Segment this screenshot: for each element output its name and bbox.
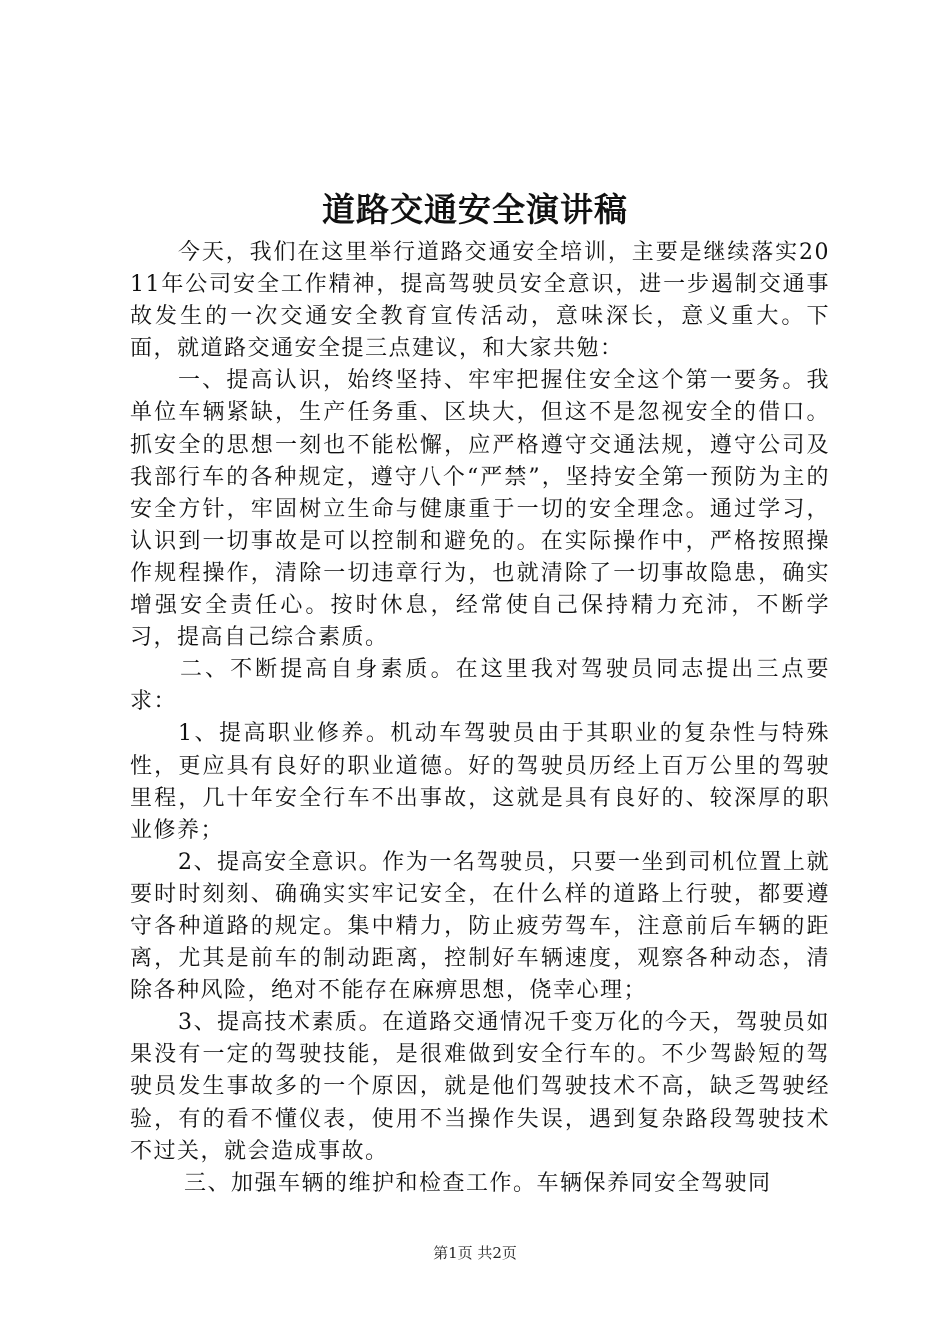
paragraph-point-one: 一、提高认识，始终坚持、牢牢把握住安全这个第一要务。我单位车辆紧缺，生产任务重、区块大，但这不是忽视安全的借口。抓安全的思想一刻也不能松懈，应严格遵守交通法规，遵守公司及我部行车的各种规定，遵守八个“严禁”，坚持安全第一预防为主的安全方针，牢固树立生命与健康重于一切的安全理念。通过学习，认识到一切事故是可以控制和避免的。在实际操作中，严格按照操作规程操作，清除一切违章行为，也就清除了一切事故隐患，确实增强安全责任心。按时休息，经常使自己保持精力充沛，不断学习，提高自己综合素质。: [130, 368, 830, 651]
paragraph-requirement-2: 2、提高安全意识。作为一名驾驶员，只要一坐到司机位置上就要时时刻刻、确确实实牢记安全，在什么样的道路上行驶，都要遵守各种道路的规定。集中精力，防止疲劳驾车，注意前后车辆的距离，尤其是前车的制动距离，控制好车辆速度，观察各种动态，清除各种风险，绝对不能存在麻痹思想，侥幸心理；: [130, 849, 830, 1004]
document-body: [130, 237, 830, 1200]
page-number-footer: 第1页 共2页: [433, 1244, 517, 1262]
paragraph-intro: 今天，我们在这里举行道路交通安全培训，主要是继续落实2011年公司安全工作精神，提高驾驶员安全意识，进一步遏制交通事故发生的一次交通安全教育宣传活动，意味深长，意义重大。下面，就道路交通安全提三点建议，和大家共勉：: [130, 240, 830, 362]
paragraph-requirement-3: 3、提高技术素质。在道路交通情况千变万化的今天，驾驶员如果没有一定的驾驶技能，是很难做到安全行车的。不少驾龄短的驾驶员发生事故多的一个原因，就是他们驾驶技术不高，缺乏驾驶经验，有的看不懂仪表，使用不当操作失误，遇到复杂路段驾驶技术不过关，就会造成事故。: [130, 1010, 830, 1164]
document-title: 道路交通安全演讲稿: [322, 190, 628, 229]
paragraph-requirement-1: 1、提高职业修养。机动车驾驶员由于其职业的复杂性与特殊性，更应具有良好的职业道德。好的驾驶员历经上百万公里的驾驶里程，几十年安全行车不出事故，这就是具有良好的、较深厚的职业修养；: [130, 721, 830, 843]
paragraph-point-three: 三、加强车辆的维护和检查工作。车辆保养同安全驾驶同: [184, 1170, 772, 1196]
paragraph-point-two: 二、不断提高自身素质。在这里我对驾驶员同志提出三点要求：: [130, 657, 830, 715]
